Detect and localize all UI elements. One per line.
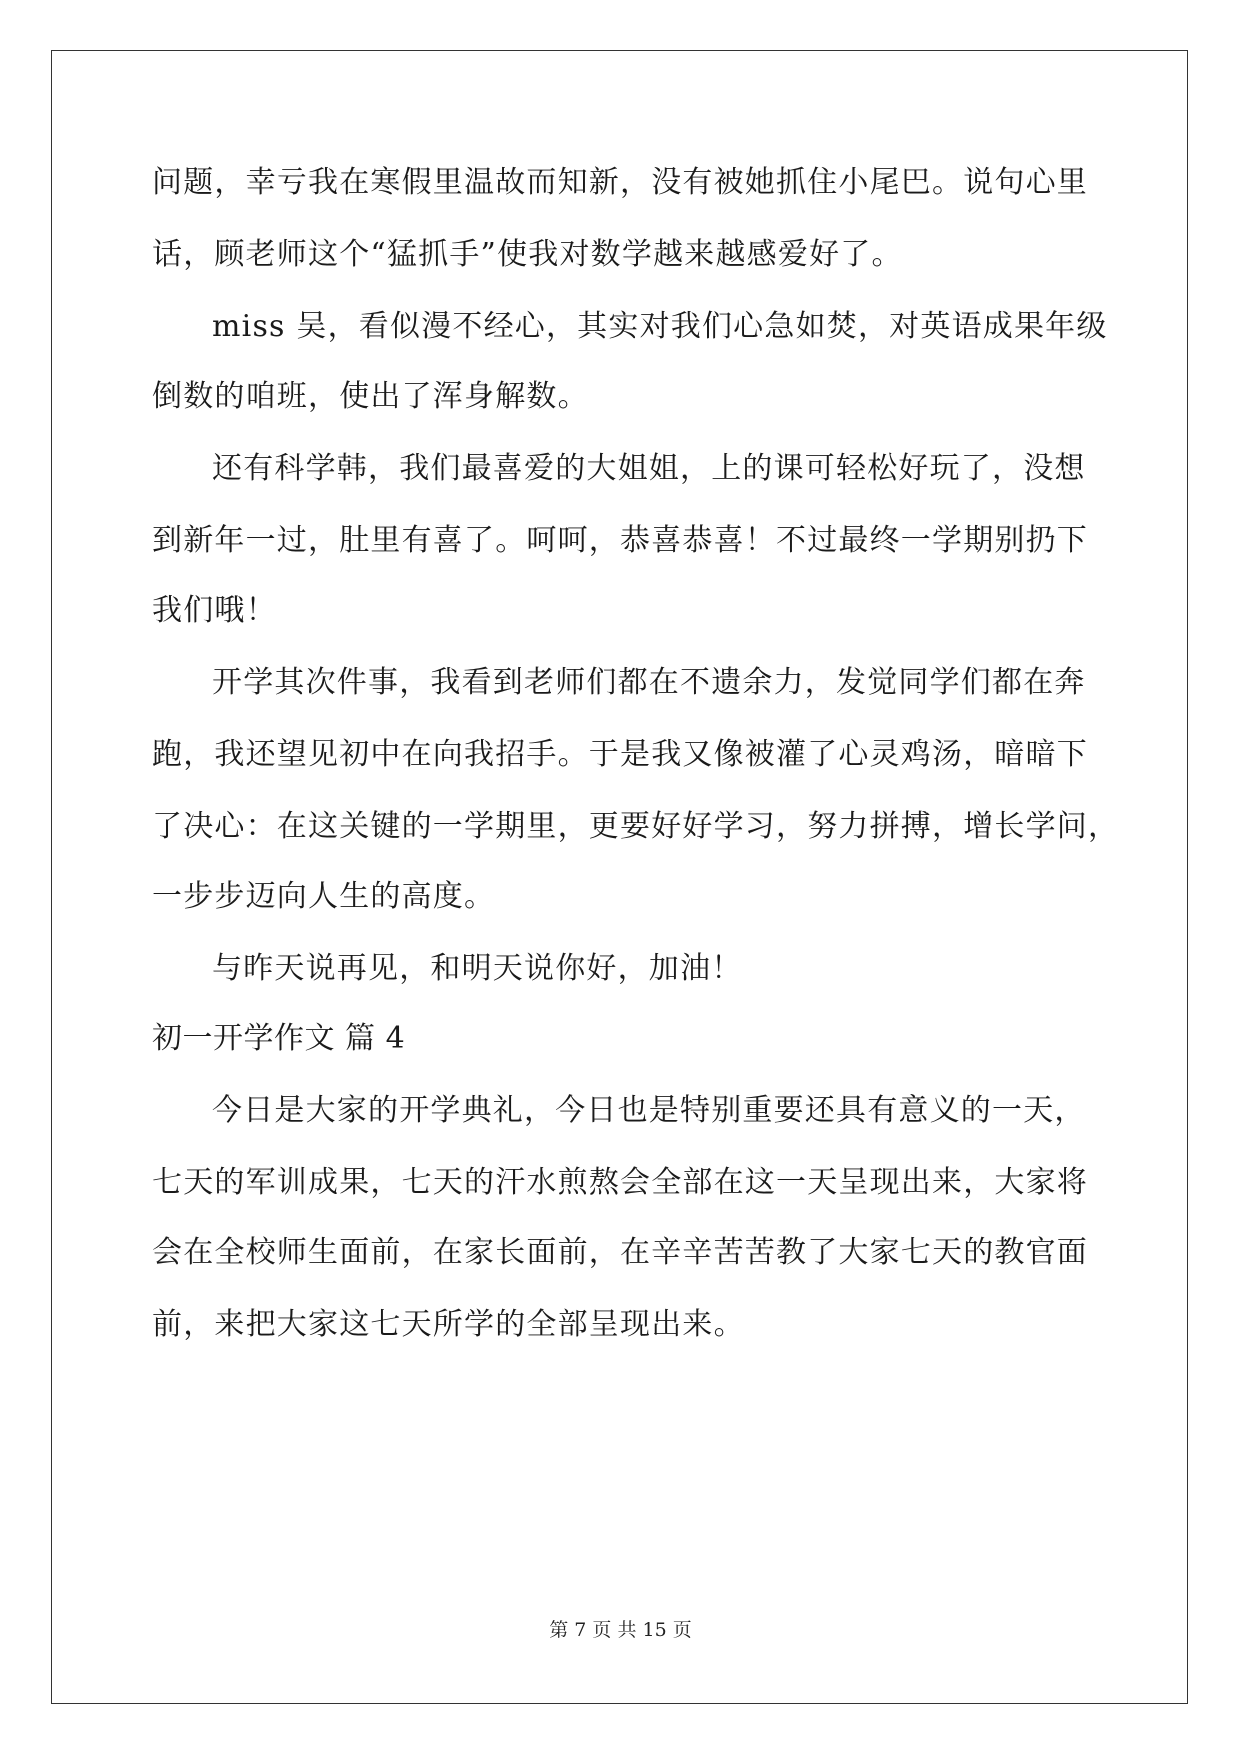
section-heading: 初一开学作文 篇 4	[152, 1021, 406, 1056]
paragraph-start-line: 与昨天说再见，和明天说你好，加油！	[212, 951, 743, 986]
page-number-footer: 第 7 页 共 15 页	[549, 1619, 692, 1641]
text-line: 跑，我还望见初中在向我招手。于是我又像被灌了心灵鸡汤，暗暗下	[152, 737, 1088, 772]
paragraph-start-line: 开学其次件事，我看到老师们都在不遗余力，发觉同学们都在奔	[212, 665, 1086, 700]
text-line: 会在全校师生面前，在家长面前，在辛辛苦苦教了大家七天的教官面	[152, 1235, 1088, 1270]
text-line: 了决心：在这关键的一学期里，更要好好学习，努力拼搏，增长学问，	[152, 809, 1120, 844]
text-line: 我们哦！	[152, 593, 277, 628]
paragraph-start-line: 今日是大家的开学典礼，今日也是特别重要还具有意义的一天，	[212, 1093, 1086, 1128]
text-line: 前，来把大家这七天所学的全部呈现出来。	[152, 1307, 745, 1342]
paragraph-start-line: miss 吴，看似漫不经心，其实对我们心急如焚，对英语成果年级	[212, 309, 1108, 344]
text-line: 话，顾老师这个“猛抓手”使我对数学越来越感爱好了。	[152, 237, 903, 272]
text-line: 问题，幸亏我在寒假里温故而知新，没有被她抓住小尾巴。说句心里	[152, 165, 1088, 200]
paragraph-start-line: 还有科学韩，我们最喜爱的大姐姐，上的课可轻松好玩了，没想	[212, 451, 1086, 486]
text-line: 一步步迈向人生的高度。	[152, 879, 496, 914]
text-line: 倒数的咱班，使出了浑身解数。	[152, 379, 589, 414]
text-line: 到新年一过，肚里有喜了。呵呵，恭喜恭喜！不过最终一学期别扔下	[152, 523, 1088, 558]
text-line: 七天的军训成果，七天的汗水煎熬会全部在这一天呈现出来，大家将	[152, 1165, 1088, 1200]
